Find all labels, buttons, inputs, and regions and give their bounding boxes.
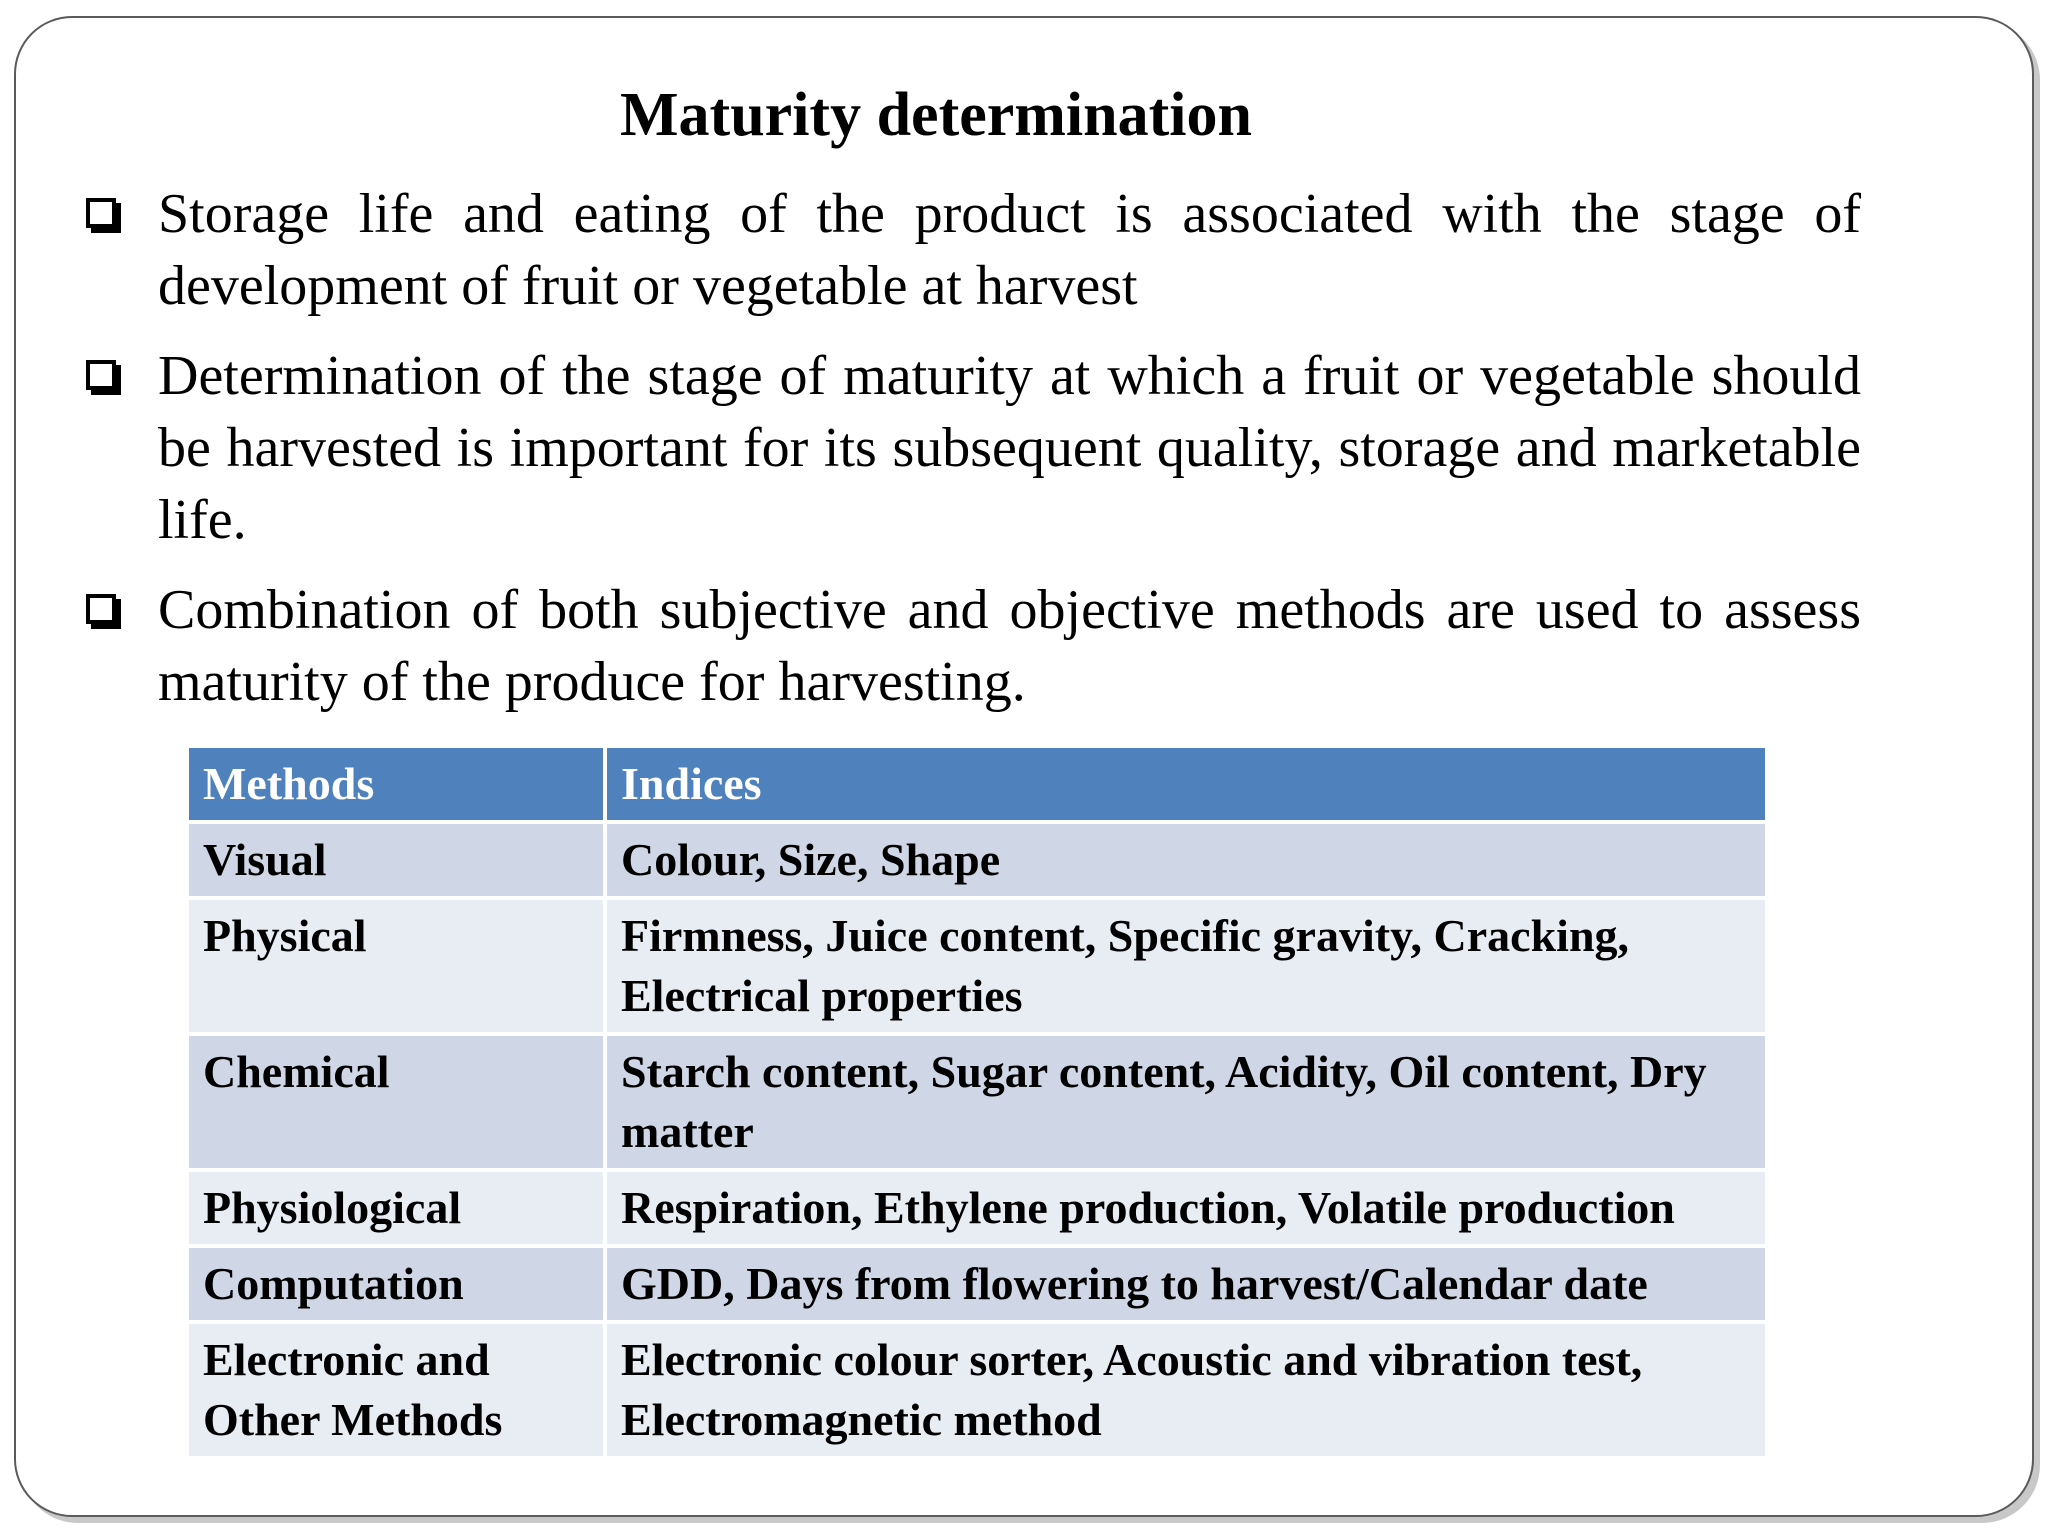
bullet-text: Combination of both subjective and objective methods are used to assess maturity of the produce for harvesting.: [158, 579, 1861, 713]
bullet-item: [76, 574, 1861, 718]
column-header-methods: Methods: [189, 748, 605, 822]
method-cell: Chemical: [189, 1034, 605, 1170]
checkbox-bullet-icon: [86, 360, 116, 390]
column-header-indices: Indices: [605, 748, 1765, 822]
methods-table: [189, 748, 1765, 1460]
indices-cell: GDD, Days from flowering to harvest/Calendar date: [605, 1246, 1765, 1322]
table-row: [189, 898, 1765, 1034]
indices-cell: Starch content, Sugar content, Acidity, Oil content, Dry matter: [605, 1034, 1765, 1170]
indices-cell: Electronic colour sorter, Acoustic and vibration test, Electromagnetic method: [605, 1322, 1765, 1458]
table-row: [189, 1170, 1765, 1246]
method-cell: Physiological: [189, 1170, 605, 1246]
bullet-item: [76, 340, 1861, 556]
indices-cell: Firmness, Juice content, Specific gravity, Cracking, Electrical properties: [605, 898, 1765, 1034]
table-row: [189, 1322, 1765, 1458]
method-cell: Computation: [189, 1246, 605, 1322]
bullet-item: [76, 178, 1861, 322]
bullet-text: Storage life and eating of the product is associated with the stage of development of fruit or vegetable at harvest: [158, 183, 1861, 317]
table-row: [189, 1034, 1765, 1170]
method-cell: Physical: [189, 898, 605, 1034]
indices-cell: Respiration, Ethylene production, Volatile production: [605, 1170, 1765, 1246]
table-header-row: [189, 748, 1765, 822]
bullet-list: [76, 178, 1861, 736]
bullet-text: Determination of the stage of maturity at which a fruit or vegetable should be harvested is important for its subsequent quality, storage and marketable life.: [158, 345, 1861, 551]
table-row: [189, 1246, 1765, 1322]
slide-title: Maturity determination: [620, 81, 1252, 149]
indices-cell: Colour, Size, Shape: [605, 822, 1765, 898]
checkbox-bullet-icon: [86, 594, 116, 624]
slide-frame: [14, 16, 2034, 1517]
method-cell: Electronic and Other Methods: [189, 1322, 605, 1458]
method-cell: Visual: [189, 822, 605, 898]
checkbox-bullet-icon: [86, 198, 116, 228]
table-row: [189, 822, 1765, 898]
